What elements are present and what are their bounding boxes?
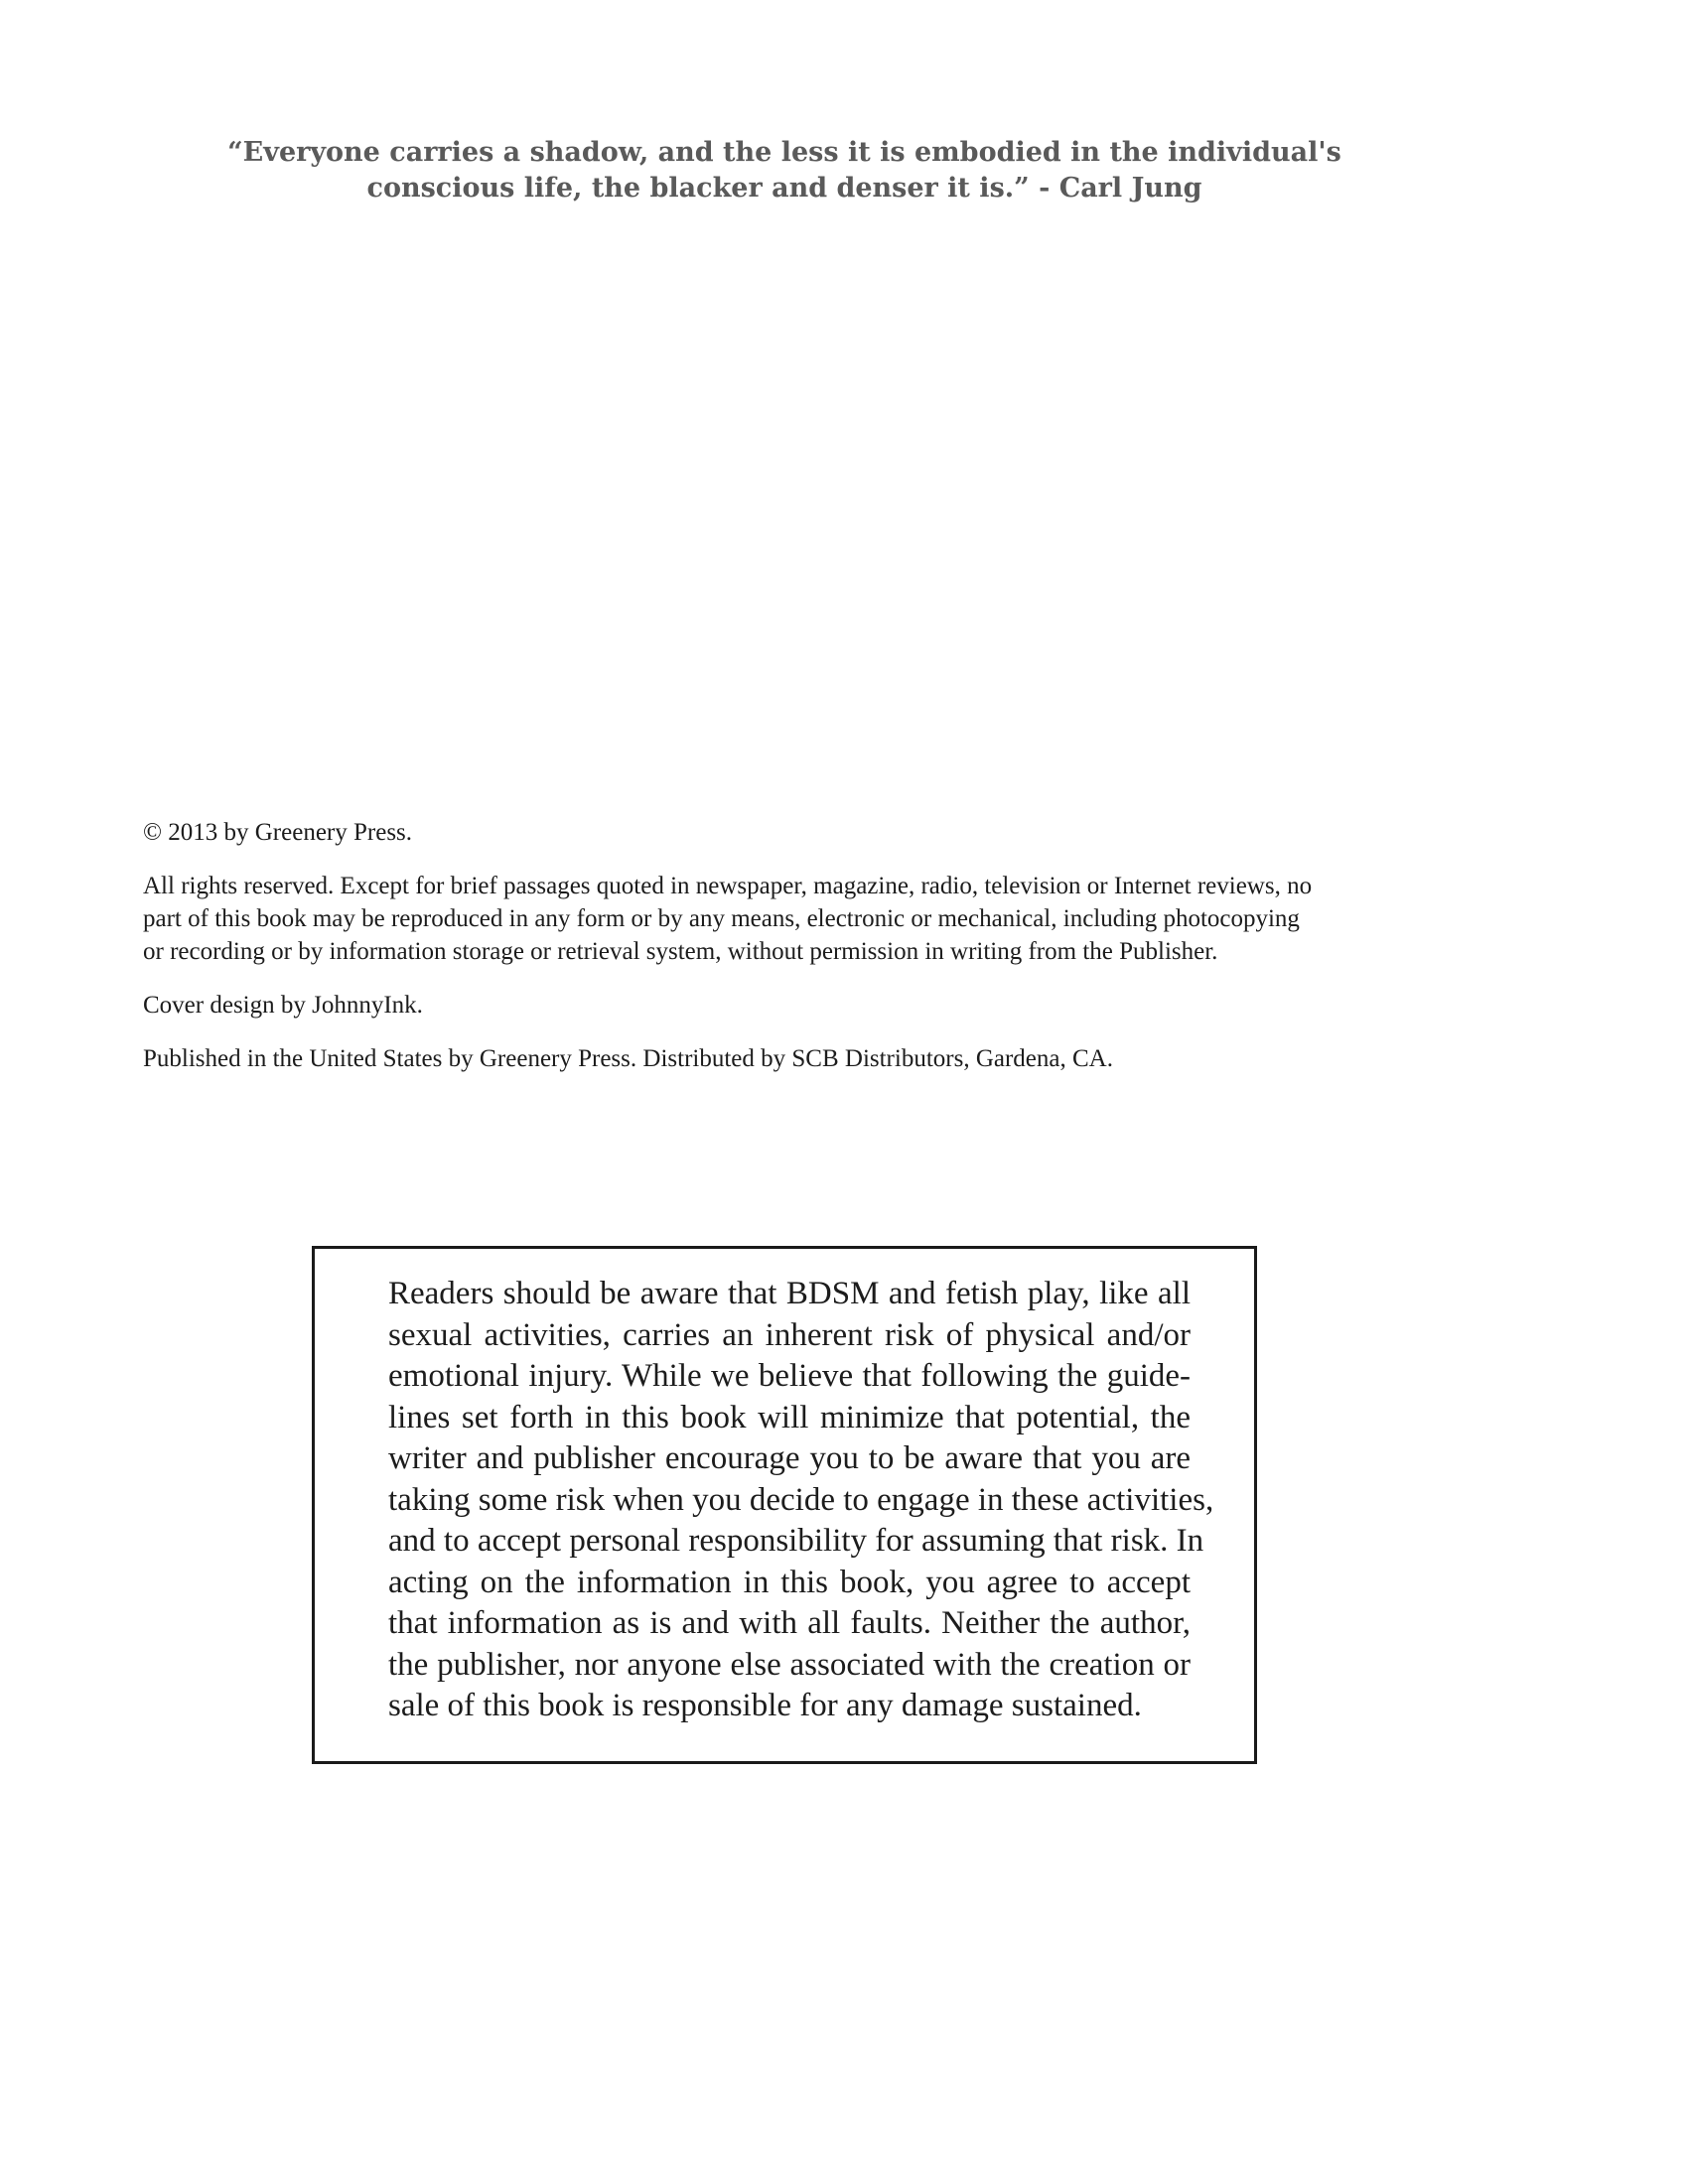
rights-statement bbox=[143, 870, 1424, 968]
warning-line: sexual activities, carries an inherent risk of physical and/or bbox=[388, 1316, 1191, 1353]
warning-box bbox=[312, 1246, 1257, 1764]
warning-line: Readers should be aware that BDSM and fetish play, like all bbox=[388, 1276, 1191, 1311]
warning-text bbox=[388, 1274, 1214, 1727]
warning-line: writer and publisher encourage you to be aware that you are bbox=[388, 1440, 1191, 1476]
warning-line: emotional injury. While we believe that following the guide- bbox=[388, 1358, 1191, 1394]
warning-line: acting on the information in this book, you agree to accept bbox=[388, 1564, 1191, 1600]
warning-line: lines set forth in this book will minimize that potential, the bbox=[388, 1399, 1191, 1435]
rights-line: or recording or by information storage or retrieval system, without permission in writing from the Publisher. bbox=[143, 938, 1218, 965]
rights-line: part of this book may be reproduced in any form or by any means, electronic or mechanical, including photocopying bbox=[143, 905, 1300, 932]
warning-line: and to accept personal responsibility for assuming that risk. In bbox=[388, 1523, 1204, 1559]
warning-line: sale of this book is responsible for any damage sustained. bbox=[388, 1688, 1142, 1723]
copyright-section bbox=[143, 816, 1424, 1096]
publisher-statement: Published in the United States by Greenery Press. Distributed by SCB Distributors, Gardena, CA. bbox=[143, 1045, 1113, 1072]
copyright-notice: © 2013 by Greenery Press. bbox=[143, 819, 413, 846]
epigraph-line: conscious life, the blacker and denser it is.” - Carl Jung bbox=[366, 173, 1202, 204]
warning-line: taking some risk when you decide to engage in these activities, bbox=[388, 1481, 1214, 1518]
cover-design-credit: Cover design by JohnnyInk. bbox=[143, 992, 423, 1019]
epigraph-line: “Everyone carries a shadow, and the less it is embodied in the individual's bbox=[227, 137, 1341, 168]
warning-line: that information as is and with all faults. Neither the author, bbox=[388, 1605, 1191, 1641]
warning-line: the publisher, nor anyone else associated with the creation or bbox=[388, 1646, 1191, 1683]
rights-line: All rights reserved. Except for brief passages quoted in newspaper, magazine, radio, television or Internet reviews, no bbox=[143, 873, 1313, 899]
epigraph-quote bbox=[199, 135, 1370, 206]
